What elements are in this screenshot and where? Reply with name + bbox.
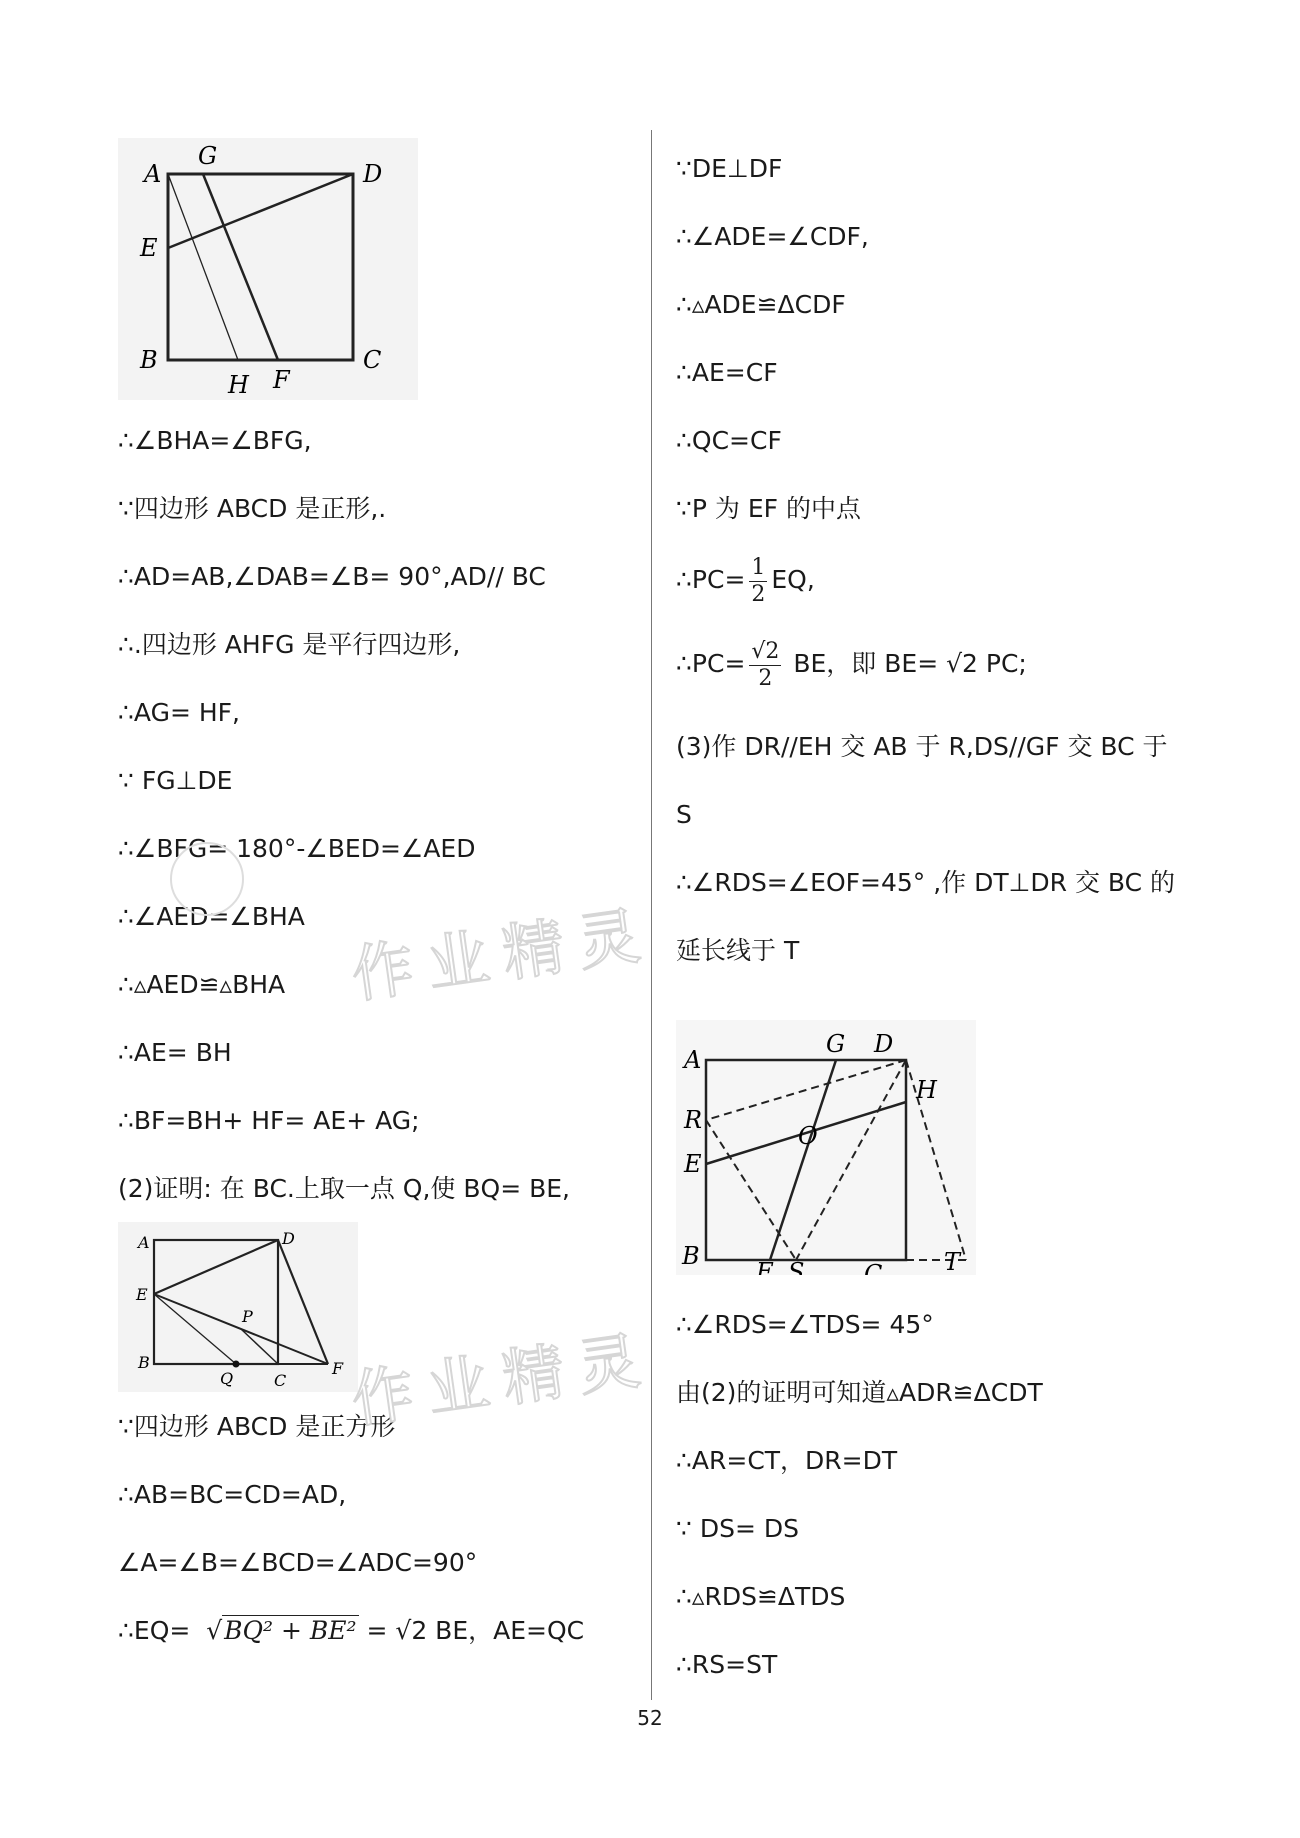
watermark: 作业精灵 bbox=[347, 1322, 659, 1437]
sqrt-symbol: √ bbox=[198, 1616, 223, 1645]
numerator: 1 bbox=[751, 554, 766, 580]
fig1-label: D bbox=[363, 160, 383, 188]
text-line: ∵四边形 ABCD 是正形,. bbox=[118, 494, 387, 523]
fig3-label: H bbox=[916, 1076, 937, 1104]
text-line: 由(2)的证明可知道▵ADR≌ΔCDT bbox=[676, 1378, 1043, 1407]
fig3-label: S bbox=[788, 1258, 805, 1275]
eq-radicand: BQ² + BE² bbox=[224, 1616, 357, 1645]
text-line: ∴AE= BH bbox=[118, 1038, 232, 1067]
text-line: (2)证明: 在 BC.上取一点 Q,使 BQ= BE, bbox=[118, 1174, 570, 1203]
text-line: ∴RS=ST bbox=[676, 1650, 778, 1679]
figure-1 bbox=[118, 138, 418, 404]
text-line: ∴AD=AB,∠DAB=∠B= 90°,AD// BC bbox=[118, 562, 546, 591]
text-line: ∴AR=CT，DR=DT bbox=[676, 1446, 898, 1475]
text-line: ∴AB=BC=CD=AD, bbox=[118, 1480, 347, 1509]
figure-2-diagram bbox=[118, 1222, 358, 1392]
fig2-label: D bbox=[282, 1229, 295, 1248]
text-line: ∴∠RDS=∠EOF=45° ,作 DT⊥DR 交 BC 的 bbox=[676, 868, 1176, 897]
text-line: ∵ FG⊥DE bbox=[118, 766, 233, 795]
fig3-label: O bbox=[798, 1122, 818, 1150]
text-line: ∴∠ADE=∠CDF, bbox=[676, 222, 869, 251]
fig3-label: E bbox=[684, 1150, 702, 1178]
text-line: ∴BF=BH+ HF= AE+ AG; bbox=[118, 1106, 420, 1135]
page-number: 52 bbox=[637, 1706, 663, 1730]
text-line: ∴∠RDS=∠TDS= 45° bbox=[676, 1310, 934, 1339]
fig2-label: C bbox=[274, 1371, 287, 1390]
fraction bbox=[749, 555, 767, 608]
fig3-label: F bbox=[756, 1258, 773, 1275]
figure-3-diagram bbox=[676, 1020, 976, 1275]
text-line: ∴.四边形 AHFG 是平行四边形, bbox=[118, 630, 461, 659]
fig1-label: E bbox=[140, 234, 158, 262]
fig1-label: B bbox=[140, 346, 158, 374]
watermark: 作业精灵 bbox=[347, 897, 659, 1012]
text-line: ∵DE⊥DF bbox=[676, 154, 783, 183]
text-line: ∴∠BFG= 180°-∠BED=∠AED bbox=[118, 834, 476, 863]
text-line: S bbox=[676, 800, 692, 829]
figure-2 bbox=[118, 1222, 358, 1396]
equation-pc2 bbox=[676, 634, 1027, 694]
text-line: ∴AG= HF, bbox=[118, 698, 240, 727]
eq-prefix: ∴EQ= bbox=[118, 1616, 191, 1645]
text-line: (3)作 DR//EH 交 AB 于 R,DS//GF 交 BC 于 bbox=[676, 732, 1168, 761]
fig2-label: P bbox=[242, 1307, 253, 1326]
text-line: ∵四边形 ABCD 是正方形 bbox=[118, 1412, 396, 1441]
text-line: ∴∠AED=∠BHA bbox=[118, 902, 305, 931]
text-line: ∴▵ADE≌ΔCDF bbox=[676, 290, 846, 319]
fraction bbox=[749, 639, 781, 692]
fig3-label: D bbox=[874, 1030, 894, 1058]
eq-mid: = √2 BE，AE=QC bbox=[366, 1616, 585, 1645]
fig2-label: Q bbox=[220, 1369, 234, 1388]
text-line: ∠A=∠B=∠BCD=∠ADC=90° bbox=[118, 1548, 478, 1577]
fig3-label: C bbox=[864, 1260, 883, 1275]
fig2-label: E bbox=[136, 1285, 148, 1304]
text-line: ∴▵AED≌▵BHA bbox=[118, 970, 286, 999]
pc2-suffix: BE，即 BE= √2 PC; bbox=[793, 649, 1027, 678]
fig3-label: G bbox=[826, 1030, 846, 1058]
text-line: ∴QC=CF bbox=[676, 426, 782, 455]
text-line: ∴AE=CF bbox=[676, 358, 778, 387]
watermark-stamp bbox=[170, 842, 244, 916]
fig2-label: F bbox=[332, 1359, 344, 1378]
text-line: ∵ DS= DS bbox=[676, 1514, 799, 1543]
equation-pc1 bbox=[676, 550, 815, 610]
figure-1-diagram bbox=[118, 138, 418, 400]
fig1-label: G bbox=[198, 142, 218, 170]
fig3-label: R bbox=[684, 1106, 703, 1134]
fig3-label: T bbox=[944, 1248, 961, 1275]
numerator: √2 bbox=[751, 638, 780, 664]
text-line: ∵P 为 EF 的中点 bbox=[676, 494, 861, 523]
text-line: 延长线于 T bbox=[676, 936, 800, 965]
fig2-label: B bbox=[138, 1353, 150, 1372]
fig1-label: C bbox=[363, 346, 382, 374]
pc1-prefix: ∴PC= bbox=[676, 565, 746, 594]
fig1-label: F bbox=[273, 366, 290, 394]
text-line: ∴▵RDS≌ΔTDS bbox=[676, 1582, 846, 1611]
pc2-prefix: ∴PC= bbox=[676, 649, 746, 678]
text-line: ∴∠BHA=∠BFG, bbox=[118, 426, 312, 455]
fig1-label: H bbox=[228, 371, 249, 399]
column-divider bbox=[651, 130, 652, 1700]
fig3-label: B bbox=[682, 1242, 700, 1270]
fig1-label: A bbox=[144, 160, 162, 188]
figure-3 bbox=[676, 1020, 976, 1279]
fig3-label: A bbox=[684, 1046, 702, 1074]
denominator: 2 bbox=[751, 581, 766, 607]
denominator: 2 bbox=[758, 665, 773, 691]
equation-eq bbox=[118, 1614, 584, 1648]
fig2-label: A bbox=[138, 1233, 150, 1252]
pc1-suffix: EQ, bbox=[771, 565, 815, 594]
